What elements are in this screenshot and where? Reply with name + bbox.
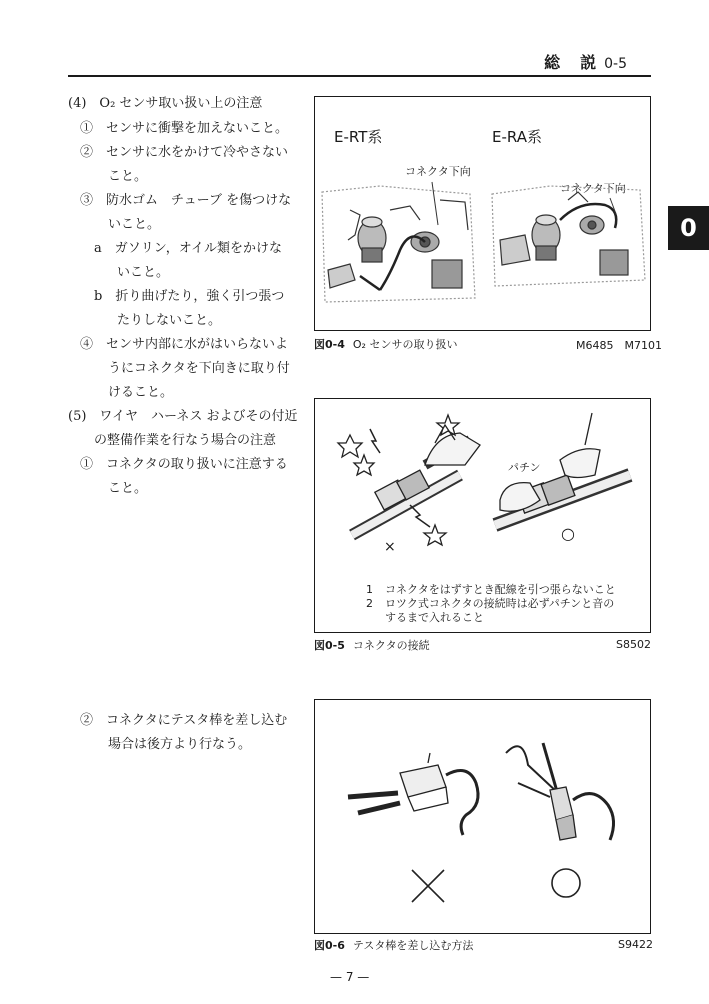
s4-line-12: けること。 bbox=[108, 385, 174, 400]
fig6-caption-number: 図0-6 bbox=[314, 939, 345, 952]
fig5-note-1: コネクタをはずすとき配線を引つ張らないこと bbox=[385, 583, 616, 596]
fig5-note-2: ロツク式コネクタの接続時は必ずパチンと音の bbox=[385, 597, 615, 610]
fig4-callout-left: コネクタ下向 bbox=[405, 165, 471, 178]
section-4-title: (4) O₂ センサ取い扱い上の注意 bbox=[68, 96, 263, 111]
s4-line-2: ② センサに水をかけて冷やさない bbox=[80, 145, 289, 160]
s5-line-2: こと。 bbox=[108, 481, 148, 496]
fig4-callout-right: コネクタ下向 bbox=[560, 182, 626, 195]
s4-line-11: うにコネクタを下向きに取り付 bbox=[108, 361, 290, 376]
s4-line-1: ① センサに衝撃を加えないこと。 bbox=[80, 121, 289, 136]
tester-probe-illustration bbox=[318, 705, 646, 927]
fig5-mark-bad: × bbox=[384, 539, 396, 555]
section-title: 総 説 bbox=[544, 53, 599, 72]
s4-line-6: a ガソリン，オイル類をかけな bbox=[94, 241, 283, 256]
section-5-title: (5) ワイヤ ハーネス およびその付近 bbox=[68, 409, 298, 424]
fig5-caption-number: 図0-5 bbox=[314, 639, 345, 652]
s5-line-1: ① コネクタの取り扱いに注意する bbox=[80, 457, 288, 472]
fig5-note-1-number: 1 bbox=[366, 583, 373, 596]
connector-illustration bbox=[330, 405, 645, 560]
fig6-caption-text: テスタ棒を差し込む方法 bbox=[352, 939, 474, 952]
s4-line-4: ③ 防水ゴム チューブ を傷つけな bbox=[80, 193, 292, 208]
fig4-code: M6485 M7101 bbox=[576, 339, 662, 352]
fig5-mark-good: ○ bbox=[561, 524, 575, 543]
section-header bbox=[544, 50, 627, 73]
fig4-caption-text: O₂ センサの取り扱い bbox=[352, 338, 458, 351]
fig5-caption-text: コネクタの接続 bbox=[352, 639, 430, 652]
s4-line-10: ④ センサ内部に水がはいらないよ bbox=[80, 337, 289, 352]
s5b-line-2: 場合は後方より行なう。 bbox=[108, 737, 252, 752]
fig5-code: S8502 bbox=[616, 638, 651, 651]
header-rule bbox=[68, 75, 651, 77]
s4-line-3: こと。 bbox=[108, 169, 148, 184]
s4-line-5: いこと。 bbox=[108, 217, 161, 232]
s4-line-7: いこと。 bbox=[117, 265, 170, 280]
page-number: — 7 — bbox=[330, 970, 370, 984]
chapter-tab: 0 bbox=[668, 206, 709, 250]
fig4-caption-number: 図0-4 bbox=[314, 338, 345, 351]
fig5-note-2-cont: するまで入れること bbox=[385, 611, 484, 624]
fig4-label-left: E-RT系 bbox=[334, 128, 383, 146]
s4-line-8: b 折り曲げたり，強く引つ張つ bbox=[94, 289, 285, 304]
section-5-title-cont: の整備作業を行なう場合の注意 bbox=[94, 433, 277, 448]
fig5-caption bbox=[314, 637, 430, 653]
fig5-note-2-number: 2 bbox=[366, 597, 373, 610]
s4-line-9: たりしないこと。 bbox=[117, 313, 222, 328]
o2-sensor-illustration bbox=[320, 180, 650, 320]
fig6-caption bbox=[314, 937, 473, 953]
fig4-label-right: E-RA系 bbox=[492, 128, 542, 146]
s5b-line-1: ② コネクタにテスタ棒を差し込む bbox=[80, 713, 288, 728]
page-reference: 0-5 bbox=[604, 56, 627, 72]
fig5-callout: パチン bbox=[508, 461, 541, 474]
fig6-code: S9422 bbox=[618, 938, 653, 951]
fig4-caption bbox=[314, 336, 457, 352]
